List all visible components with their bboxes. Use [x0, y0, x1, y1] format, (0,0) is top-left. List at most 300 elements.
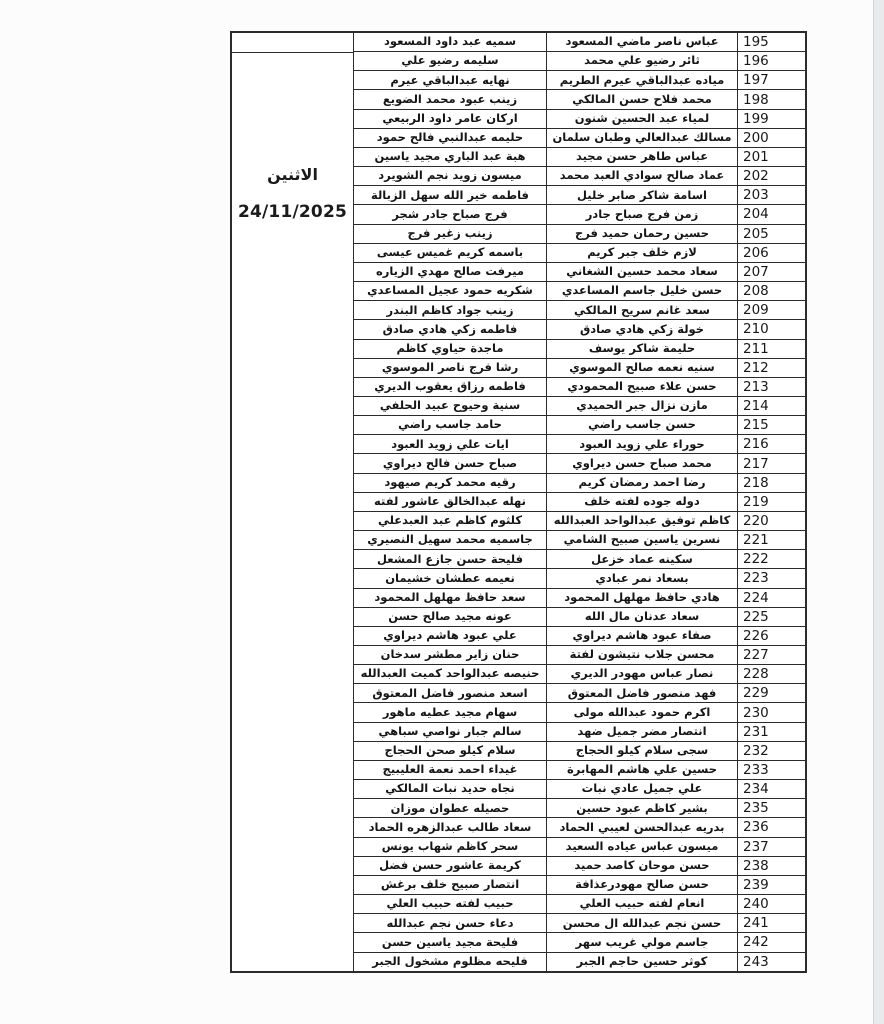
row-number-cell: 209: [743, 302, 769, 319]
name-cell-primary: [546, 301, 738, 319]
name-cell-primary: [546, 416, 738, 434]
row-number-cell: 231: [743, 723, 769, 740]
name-cell-primary: [546, 761, 738, 779]
table-row: [354, 933, 805, 952]
table-row: [354, 282, 805, 301]
name-cell-primary: [546, 129, 738, 147]
table-row: [354, 301, 805, 320]
row-number-cell: 204: [743, 206, 769, 223]
table-row: [354, 167, 805, 186]
name-cell-primary-text: سجى سلام كيلو الحجاج: [575, 743, 709, 758]
name-cell-primary: [546, 225, 738, 243]
name-cell-secondary-text: باسمه كريم غميس عيسى: [376, 245, 524, 260]
name-cell-primary-text: خولة زكي هادي صادق: [579, 321, 705, 336]
date-merged-cell: [232, 53, 353, 971]
name-cell-primary: [546, 244, 738, 262]
name-cell-primary: [546, 282, 738, 300]
name-cell-primary: [546, 90, 738, 108]
table-row: [354, 953, 805, 971]
name-cell-primary: [546, 33, 738, 51]
name-cell-secondary-text: سالم جبار نواصي سباهي: [378, 723, 522, 738]
table-row: [354, 359, 805, 378]
name-cell-secondary-text: شكريه حمود عجيل المساعدي: [367, 283, 533, 298]
name-cell-primary-text: هادي حافظ مهلهل المحمود: [564, 589, 720, 604]
name-cell-secondary-text: جاسميه محمد سهيل النصيري: [367, 532, 533, 547]
table-row: [354, 761, 805, 780]
table-row: [354, 340, 805, 359]
name-cell-secondary-text: صباح حسن فالح ديراوي: [382, 455, 518, 470]
row-number-cell: 243: [743, 953, 769, 970]
name-cell-secondary-text: حليمه عبدالنبي فالح حمود: [376, 130, 524, 145]
name-cell-secondary-text: سحر كاظم شهاب يونس: [381, 838, 519, 853]
name-cell-primary: [546, 52, 738, 70]
table-row: [354, 684, 805, 703]
table-row: [354, 876, 805, 895]
attendance-table: [230, 31, 807, 973]
name-cell-primary-text: انتصار مضر جميل ضهد: [577, 723, 707, 738]
name-cell-secondary: [354, 512, 546, 530]
row-number-cell: 220: [743, 512, 769, 529]
name-cell-primary: [546, 895, 738, 913]
name-cell-secondary: [354, 378, 546, 396]
row-number-cell: 235: [743, 800, 769, 817]
table-row: [354, 799, 805, 818]
name-cell-secondary-text: زينب زغير فرج: [407, 225, 493, 240]
table-row: [354, 589, 805, 608]
table-row: [354, 818, 805, 837]
name-cell-secondary-text: انتصار صبيح خلف برغش: [380, 877, 520, 892]
name-cell-secondary: [354, 148, 546, 166]
name-cell-secondary-text: نجاه حديد نبات المالكي: [385, 781, 515, 796]
name-cell-secondary: [354, 876, 546, 894]
name-cell-primary-text: انعام لفته حبيب العلي: [579, 896, 705, 911]
name-cell-primary-text: عماد صالح سوادي العبد محمد: [559, 168, 725, 183]
name-cell-primary: [546, 71, 738, 89]
table-row: [354, 378, 805, 397]
name-cell-primary-text: لازم خلف جبر كريم: [587, 245, 697, 260]
name-cell-primary-text: حسن جاسب راضي: [588, 417, 696, 432]
row-number-cell: 226: [743, 627, 769, 644]
name-cell-secondary-text: فرج صباح جادر شجر: [392, 206, 508, 221]
table-row: [354, 244, 805, 263]
name-cell-secondary: [354, 340, 546, 358]
name-cell-secondary-text: اركان عامر داود الربيعي: [382, 110, 518, 125]
table-row: [354, 512, 805, 531]
name-cell-secondary: [354, 684, 546, 702]
table-row: [354, 608, 805, 627]
row-number-cell: 195: [743, 34, 769, 51]
name-cell-secondary: [354, 71, 546, 89]
name-cell-primary: [546, 684, 738, 702]
row-number-cell: 199: [743, 110, 769, 127]
table-row: [354, 435, 805, 454]
name-cell-secondary: [354, 263, 546, 281]
row-number-cell: 225: [743, 608, 769, 625]
name-cell-secondary: [354, 454, 546, 472]
table-row: [354, 148, 805, 167]
row-number-cell: 229: [743, 685, 769, 702]
name-cell-primary-text: حسن موحان كاصد حميد: [574, 858, 710, 873]
name-cell-primary: [546, 608, 738, 626]
row-number-cell: 208: [743, 283, 769, 300]
name-cell-secondary: [354, 665, 546, 683]
row-number-cell: 230: [743, 704, 769, 721]
name-cell-primary: [546, 723, 738, 741]
date-column: [232, 33, 354, 971]
name-cell-primary-text: سعاد محمد حسين الشغاني: [566, 264, 718, 279]
name-cell-primary: [546, 550, 738, 568]
name-cell-secondary: [354, 33, 546, 51]
name-cell-primary-text: حسن نجم عبدالله ال محسن: [562, 915, 722, 930]
name-cell-secondary-text: حامد جاسب راضي: [398, 417, 502, 432]
name-cell-primary: [546, 838, 738, 856]
name-cell-secondary-text: رقيه محمد كريم صيهود: [384, 474, 516, 489]
name-cell-secondary: [354, 531, 546, 549]
name-cell-secondary-text: نعيمه عطشان خشيمان: [385, 570, 515, 585]
name-cell-secondary-text: سلام كيلو صحن الحجاج: [384, 743, 516, 758]
name-cell-primary: [546, 205, 738, 223]
row-number-cell: 217: [743, 455, 769, 472]
name-cell-secondary-text: ماجدة حياوي كاظم: [396, 340, 504, 355]
row-number-cell: 227: [743, 647, 769, 664]
table-row: [354, 665, 805, 684]
date-column-empty-cell: [232, 33, 353, 53]
name-cell-secondary: [354, 167, 546, 185]
name-cell-secondary-text: علي عبود هاشم ديراوي: [383, 628, 517, 643]
name-cell-primary-text: جاسم مولي غريب سهر: [575, 934, 709, 949]
table-row: [354, 320, 805, 339]
name-cell-primary-text: سعاد عدنان مال الله: [584, 609, 700, 624]
table-row: [354, 33, 805, 52]
name-cell-secondary: [354, 301, 546, 319]
row-number-cell: 223: [743, 570, 769, 587]
name-cell-secondary: [354, 914, 546, 932]
name-cell-secondary: [354, 186, 546, 204]
name-cell-secondary-text: اسعد منصور فاضل المعتوق: [372, 685, 528, 700]
name-cell-primary-text: حوراء علي زويد العبود: [579, 436, 705, 451]
table-row: [354, 914, 805, 933]
table-row: [354, 52, 805, 71]
name-cell-secondary-text: فاطمه خير الله سهل الزبالة: [371, 187, 529, 202]
row-number-cell: 241: [743, 915, 769, 932]
name-cell-secondary: [354, 799, 546, 817]
name-cell-secondary: [354, 838, 546, 856]
name-cell-secondary: [354, 569, 546, 587]
name-cell-secondary: [354, 608, 546, 626]
name-cell-primary-text: عباس ناصر ماضي المسعود: [565, 34, 719, 49]
name-cell-secondary-text: هبة عبد الباري مجيد ياسين: [374, 149, 526, 164]
name-cell-primary-text: عباس طاهر حسن مجيد: [575, 149, 709, 164]
name-cell-primary: [546, 454, 738, 472]
name-cell-primary: [546, 703, 738, 721]
name-cell-primary-text: سكينه عماد خزعل: [591, 551, 693, 566]
row-number-cell: 228: [743, 666, 769, 683]
name-cell-primary: [546, 474, 738, 492]
name-cell-primary: [546, 397, 738, 415]
name-cell-secondary-text: فاطمه رزاق يعقوب الديري: [374, 379, 526, 394]
name-cell-secondary: [354, 818, 546, 836]
row-number-cell: 201: [743, 149, 769, 166]
name-cell-secondary: [354, 780, 546, 798]
name-cell-secondary: [354, 761, 546, 779]
table-row: [354, 780, 805, 799]
name-cell-secondary-text: دعاء حسن نجم عبدالله: [386, 915, 514, 930]
name-cell-primary-text: محسن جلاب نتيشون لفتة: [569, 647, 715, 662]
name-cell-primary-text: سنيه نعمه صالح الموسوي: [569, 359, 715, 374]
name-cell-primary-text: صفاء عبود هاشم ديراوي: [572, 628, 712, 643]
name-cell-primary-text: رضا احمد رمضان كريم: [578, 474, 706, 489]
name-cell-primary: [546, 359, 738, 377]
table-row: [354, 895, 805, 914]
name-cell-primary: [546, 512, 738, 530]
table-row: [354, 129, 805, 148]
name-cell-primary-text: دوله جوده لفته خلف: [584, 494, 700, 509]
name-cell-secondary-text: سليمه رضيو علي: [401, 53, 499, 68]
row-number-cell: 240: [743, 896, 769, 913]
row-number-cell: 200: [743, 129, 769, 146]
name-cell-primary: [546, 569, 738, 587]
name-cell-secondary-text: فاطمه زكي هادي صادق: [382, 321, 518, 336]
table-row: [354, 263, 805, 282]
name-cell-secondary: [354, 589, 546, 607]
rows-column: [354, 33, 805, 971]
name-cell-secondary: [354, 435, 546, 453]
name-cell-secondary-text: سعد حافظ مهلهل المحمود: [374, 589, 526, 604]
table-row: [354, 723, 805, 742]
row-number-cell: 196: [743, 53, 769, 70]
name-cell-primary: [546, 531, 738, 549]
table-row: [354, 493, 805, 512]
row-number-cell: 215: [743, 417, 769, 434]
name-cell-primary-text: مياده عبدالباقي عيرم الطريم: [559, 72, 725, 87]
name-cell-secondary: [354, 723, 546, 741]
name-cell-secondary: [354, 895, 546, 913]
name-cell-secondary-text: ايات علي زويد العبود: [391, 436, 509, 451]
name-cell-secondary-text: فليحه مظلوم مشخول الجبر: [372, 953, 528, 968]
name-cell-primary-text: حسين علي هاشم المهابرة: [567, 762, 717, 777]
table-row: [354, 646, 805, 665]
name-cell-secondary: [354, 359, 546, 377]
row-number-cell: 242: [743, 934, 769, 951]
table-row: [354, 838, 805, 857]
name-cell-primary-text: حليمة شاكر يوسف: [588, 340, 696, 355]
table-row: [354, 454, 805, 473]
name-cell-secondary-text: فليحة مجيد ياسين حسن: [381, 934, 519, 949]
table-row: [354, 474, 805, 493]
table-row: [354, 416, 805, 435]
name-cell-primary-text: مازن نزال جبر الحميدي: [576, 398, 708, 413]
name-cell-primary-text: سعد غانم سريح المالكي: [574, 302, 710, 317]
name-cell-secondary-text: نهله عبدالخالق عاشور لفته: [374, 494, 526, 509]
table-row: [354, 550, 805, 569]
name-cell-secondary-text: فليحة حسن جازع المشعل: [376, 551, 524, 566]
name-cell-primary-text: اسامة شاكر صابر خليل: [577, 187, 707, 202]
name-cell-primary: [546, 665, 738, 683]
photo-edge-band: [873, 0, 884, 1024]
name-cell-primary: [546, 780, 738, 798]
name-cell-primary-text: ثائر رضيو علي محمد: [584, 53, 700, 68]
row-number-cell: 202: [743, 168, 769, 185]
date-value: 24/11/2025: [237, 202, 348, 222]
name-cell-primary: [546, 876, 738, 894]
table-row: [354, 569, 805, 588]
name-cell-primary: [546, 167, 738, 185]
name-cell-secondary-text: ميرفت صالح مهدي الزياره: [375, 264, 525, 279]
name-cell-primary: [546, 742, 738, 760]
name-cell-primary-text: محمد صباح حسن ديراوي: [572, 455, 712, 470]
name-cell-primary-text: بسعاد نمر عبادي: [595, 570, 689, 585]
name-cell-secondary: [354, 52, 546, 70]
row-number-cell: 233: [743, 762, 769, 779]
name-cell-primary-text: زمن فرج صباح جادر: [585, 206, 699, 221]
name-cell-secondary: [354, 550, 546, 568]
name-cell-secondary-text: حنيصه عبدالواحد كميت العبدالله: [360, 666, 540, 681]
name-cell-secondary: [354, 474, 546, 492]
row-number-cell: 205: [743, 225, 769, 242]
name-cell-primary-text: علي جميل عادي نبات: [581, 781, 703, 796]
row-number-cell: 237: [743, 838, 769, 855]
name-cell-primary-text: اكرم حمود عبدالله مولى: [573, 704, 711, 719]
name-cell-primary: [546, 148, 738, 166]
name-cell-secondary: [354, 129, 546, 147]
name-cell-secondary-text: سعاد طالب عبدالزهره الحماد: [368, 819, 532, 834]
name-cell-primary: [546, 799, 738, 817]
name-cell-secondary-text: زينب جواد كاظم البندر: [386, 302, 514, 317]
name-cell-primary-text: كوثر حسين حاجم الجبر: [576, 953, 708, 968]
table-row: [354, 397, 805, 416]
name-cell-secondary: [354, 646, 546, 664]
name-cell-secondary-text: سميه عبد داود المسعود: [383, 34, 517, 49]
name-cell-secondary: [354, 320, 546, 338]
table-row: [354, 742, 805, 761]
name-cell-secondary-text: ميسون زويد نجم الشويرد: [378, 168, 522, 183]
row-number-cell: 203: [743, 187, 769, 204]
name-cell-primary: [546, 340, 738, 358]
table-row: [354, 703, 805, 722]
name-cell-secondary-text: سهام مجيد عطيه ماهور: [382, 704, 518, 719]
table-row: [354, 857, 805, 876]
name-cell-secondary: [354, 110, 546, 128]
name-cell-secondary: [354, 225, 546, 243]
table-row: [354, 71, 805, 90]
name-cell-secondary: [354, 742, 546, 760]
name-cell-primary-text: حسين رحمان حميد فرج: [574, 225, 710, 240]
name-cell-secondary-text: سنية وحيوح عبيد الحلفي: [379, 398, 521, 413]
table-row: [354, 531, 805, 550]
name-cell-primary-text: فهد منصور فاضل المعتوق: [567, 685, 717, 700]
row-number-cell: 236: [743, 819, 769, 836]
name-cell-primary: [546, 627, 738, 645]
name-cell-primary: [546, 493, 738, 511]
name-cell-primary: [546, 953, 738, 971]
table-row: [354, 205, 805, 224]
name-cell-primary: [546, 435, 738, 453]
table-row: [354, 627, 805, 646]
table-row: [354, 225, 805, 244]
row-number-cell: 211: [743, 340, 769, 357]
name-cell-primary: [546, 589, 738, 607]
name-cell-primary-text: حسن صالح مهودرعذافة: [575, 877, 709, 892]
row-number-cell: 239: [743, 876, 769, 893]
name-cell-secondary-text: زينب عبود محمد الضويع: [382, 91, 518, 106]
name-cell-secondary: [354, 627, 546, 645]
name-cell-primary-text: لمياء عبد الحسين شنون: [574, 110, 710, 125]
name-cell-secondary-text: غيداء احمد نعمة العليبيج: [382, 762, 518, 777]
name-cell-primary: [546, 857, 738, 875]
table-row: [354, 110, 805, 129]
name-cell-primary: [546, 933, 738, 951]
table-row: [354, 186, 805, 205]
name-cell-secondary: [354, 933, 546, 951]
name-cell-secondary-text: نهايه عبدالباقي عيرم: [390, 72, 510, 87]
row-number-cell: 218: [743, 474, 769, 491]
row-number-cell: 212: [743, 359, 769, 376]
name-cell-primary: [546, 646, 738, 664]
name-cell-primary-text: ميسون عباس عياده السعيد: [565, 838, 719, 853]
name-cell-primary: [546, 186, 738, 204]
name-cell-primary-text: بشير كاظم عبود حسين: [576, 800, 708, 815]
row-number-cell: 207: [743, 263, 769, 280]
row-number-cell: 197: [743, 72, 769, 89]
name-cell-secondary: [354, 282, 546, 300]
day-label: الاثنين: [267, 165, 318, 184]
table-row: [354, 90, 805, 109]
name-cell-primary: [546, 914, 738, 932]
name-cell-secondary: [354, 244, 546, 262]
name-cell-secondary: [354, 703, 546, 721]
row-number-cell: 213: [743, 378, 769, 395]
name-cell-primary-text: نسرين ياسين صبيح الشامي: [563, 532, 721, 547]
row-number-cell: 221: [743, 532, 769, 549]
name-cell-secondary-text: كلثوم كاظم عبد العبدعلي: [377, 513, 523, 528]
name-cell-primary-text: محمد فلاح حسن المالكي: [572, 91, 712, 106]
name-cell-primary: [546, 320, 738, 338]
row-number-cell: 206: [743, 244, 769, 261]
row-number-cell: 238: [743, 857, 769, 874]
row-number-cell: 219: [743, 493, 769, 510]
name-cell-secondary-text: حصيله عطوان موزان: [390, 800, 510, 815]
name-cell-secondary: [354, 205, 546, 223]
name-cell-secondary-text: عونه مجيد صالح حسن: [388, 609, 512, 624]
row-number-cell: 198: [743, 91, 769, 108]
name-cell-primary-text: كاظم توفيق عبدالواحد العبدالله: [553, 513, 731, 528]
name-cell-primary: [546, 378, 738, 396]
name-cell-secondary-text: حبيب لفته حبيب العلي: [386, 896, 514, 911]
row-number-cell: 214: [743, 398, 769, 415]
name-cell-primary-text: بدريه عبدالحسن لعيبي الحماد: [559, 819, 725, 834]
name-cell-primary: [546, 263, 738, 281]
name-cell-secondary-text: رشا فرج ناصر الموسوي: [381, 359, 519, 374]
row-number-cell: 234: [743, 781, 769, 798]
row-number-cell: 232: [743, 742, 769, 759]
name-cell-secondary: [354, 857, 546, 875]
name-cell-primary-text: مسالك عبدالعالي وطبان سلمان: [552, 130, 732, 145]
row-number-cell: 224: [743, 589, 769, 606]
name-cell-primary-text: حسن علاء صبيح المحمودي: [567, 379, 717, 394]
row-number-cell: 210: [743, 321, 769, 338]
name-cell-secondary: [354, 416, 546, 434]
name-cell-primary: [546, 818, 738, 836]
name-cell-secondary: [354, 493, 546, 511]
name-cell-secondary: [354, 397, 546, 415]
row-number-cell: 222: [743, 551, 769, 568]
name-cell-primary-text: حسن خليل جاسم المساعدي: [561, 283, 723, 298]
name-cell-primary: [546, 110, 738, 128]
name-cell-secondary-text: حنان زاير مطشر سدخان: [380, 647, 520, 662]
name-cell-primary-text: نصار عباس مهودر الديري: [570, 666, 714, 681]
name-cell-secondary: [354, 953, 546, 971]
name-cell-secondary-text: كريمة عاشور حسن فضل: [379, 858, 521, 873]
